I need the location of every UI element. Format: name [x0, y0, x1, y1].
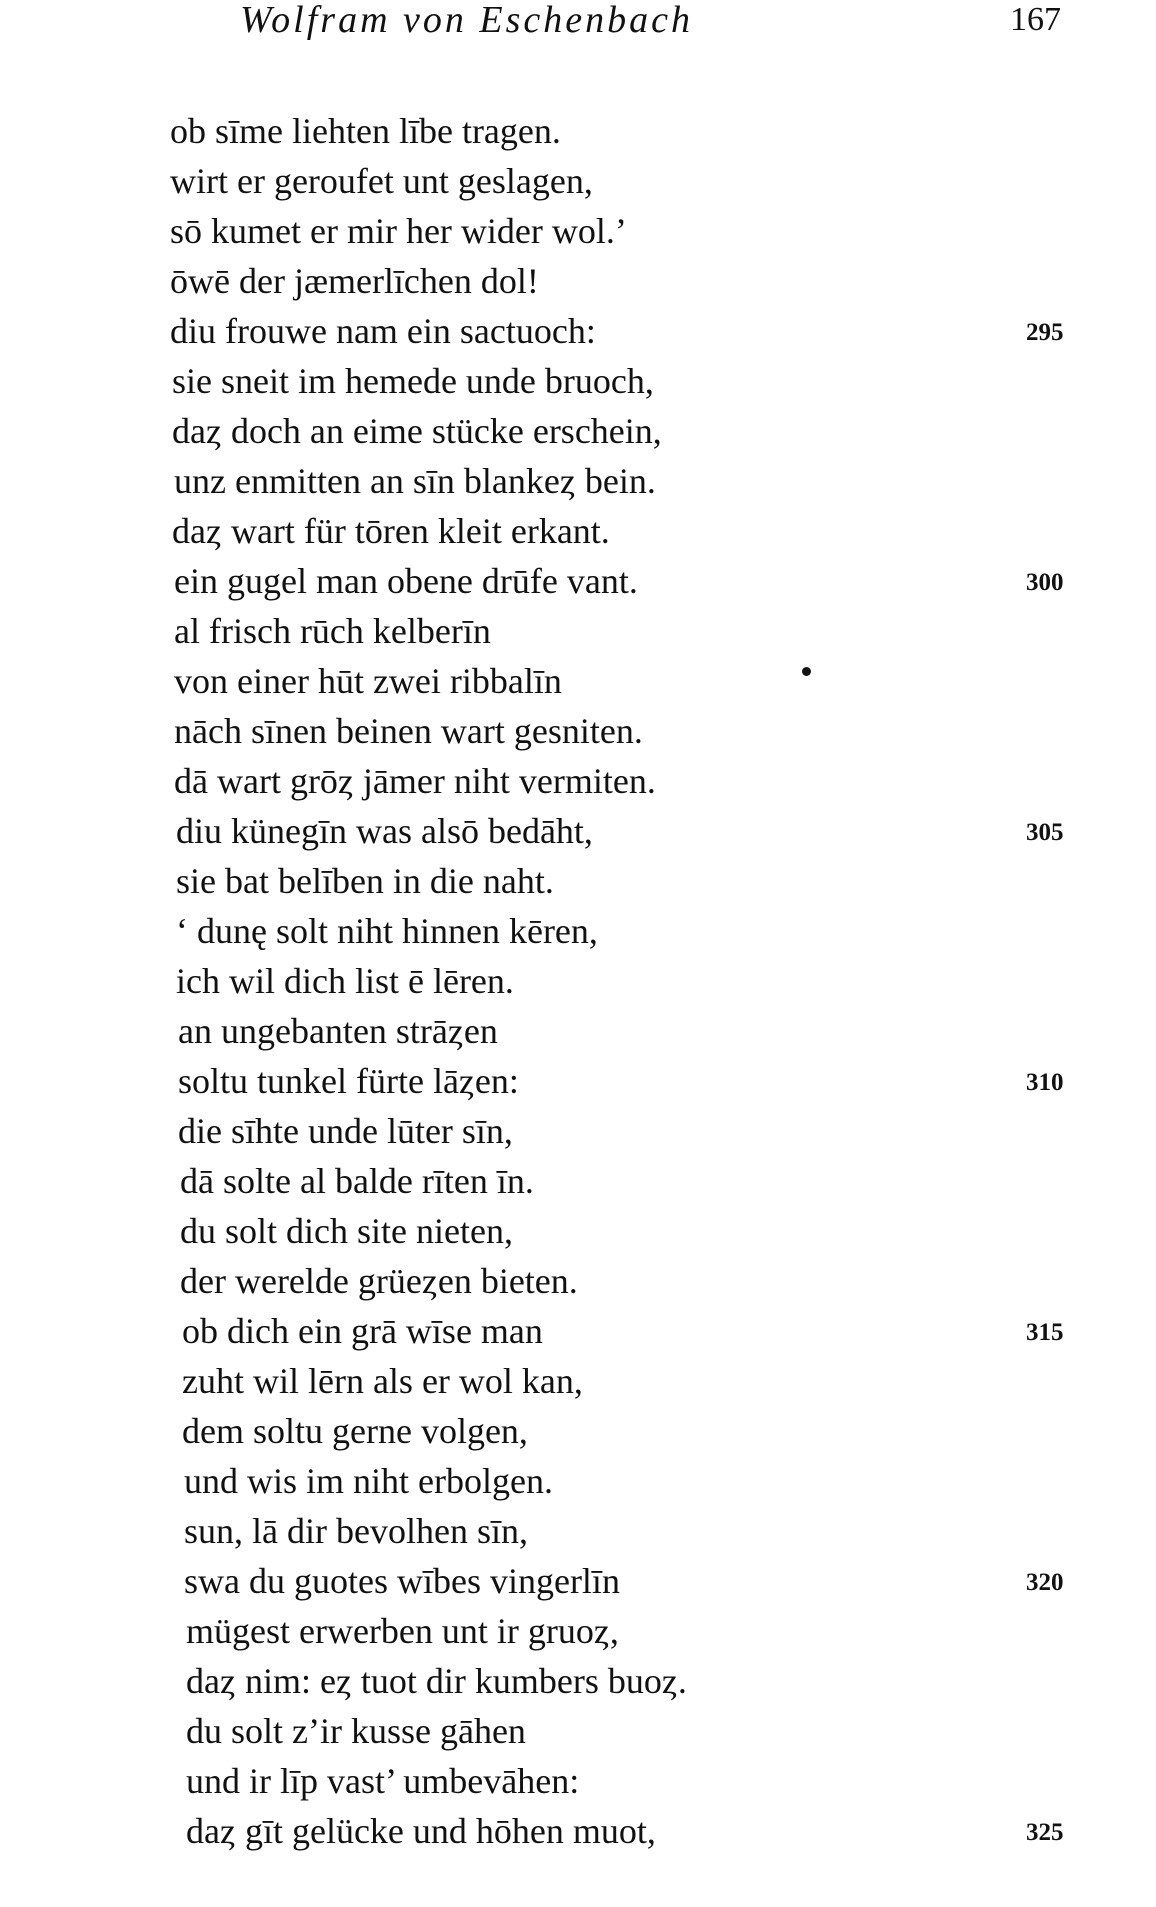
- verse-text: die sīhte unde lūter sīn,: [178, 1111, 513, 1151]
- verse-text: ich wil dich list ē lēren.: [176, 961, 514, 1001]
- verse-line: [170, 1106, 1130, 1156]
- verse-text: daȥ doch an eime stücke erschein,: [172, 411, 662, 451]
- verse-text: zuht wil lērn als er wol kan,: [182, 1361, 583, 1401]
- line-number: 325: [1026, 1819, 1064, 1846]
- verse-text: und ir līp vast’ umbevāhen:: [186, 1761, 580, 1801]
- verse-text: an ungebanten strāȥen: [178, 1011, 498, 1051]
- verse-text: daȥ nim: eȥ tuot dir kumbers buoȥ.: [186, 1661, 687, 1701]
- ink-dot: [802, 667, 811, 676]
- verse-line: [170, 1456, 1130, 1506]
- verse-text: ob dich ein grā wīse man: [182, 1311, 543, 1351]
- verse-text: al frisch rūch kelberīn: [174, 611, 491, 651]
- verse-line: [170, 1356, 1130, 1406]
- verse-line: [170, 306, 1130, 356]
- running-title: Wolfram von Eschenbach: [240, 0, 693, 41]
- verse-line: [170, 456, 1130, 506]
- verse-line: [170, 606, 1130, 656]
- verse-line: [170, 1806, 1130, 1856]
- verse-line: [170, 1156, 1130, 1206]
- verse-text: ob sīme liehten lībe tragen.: [170, 111, 561, 151]
- verse-line: [170, 1756, 1130, 1806]
- verse-text: ein gugel man obene drūfe vant.: [174, 561, 638, 601]
- verse-text: diu künegīn was alsō bedāht,: [176, 811, 593, 851]
- verse-text: von einer hūt zwei ribbalīn: [174, 661, 562, 701]
- verse-line: [170, 856, 1130, 906]
- verse-line: [170, 1706, 1130, 1756]
- verse-text: unz enmitten an sīn blankeȥ bein.: [174, 461, 656, 501]
- verse-line: [170, 1206, 1130, 1256]
- verse-line: [170, 1406, 1130, 1456]
- verse-line: [170, 806, 1130, 856]
- verse-line: [170, 256, 1130, 306]
- verse-line: [170, 956, 1130, 1006]
- verse-text: sō kumet er mir her wider wol.’: [170, 211, 627, 251]
- verse-line: [170, 756, 1130, 806]
- line-number: 300: [1026, 569, 1064, 596]
- line-number: 310: [1026, 1069, 1064, 1096]
- line-number: 320: [1026, 1569, 1064, 1596]
- verse-line: [170, 1006, 1130, 1056]
- verse-text: ‘ dunę solt niht hinnen kēren,: [176, 911, 598, 951]
- verse-line: [170, 206, 1130, 256]
- verse-text: sie sneit im hemede unde bruoch,: [172, 361, 654, 401]
- verse-line: [170, 1606, 1130, 1656]
- verse-text: dā solte al balde rīten īn.: [180, 1161, 534, 1201]
- running-head: [240, 0, 840, 62]
- verse-text: dem soltu gerne volgen,: [182, 1411, 528, 1451]
- verse-line: [170, 1306, 1130, 1356]
- verse-line: [170, 1556, 1130, 1606]
- verse-line: [170, 506, 1130, 556]
- verse-text: ōwē der jæmerlīchen dol!: [170, 261, 539, 301]
- verse-line: [170, 1656, 1130, 1706]
- verse-line: [170, 556, 1130, 606]
- verse-text: du solt z’ir kusse gāhen: [186, 1711, 526, 1751]
- verse-line: [170, 106, 1130, 156]
- verse-line: [170, 356, 1130, 406]
- verse-line: [170, 1506, 1130, 1556]
- line-number: 315: [1026, 1319, 1064, 1346]
- verse-line: [170, 1256, 1130, 1306]
- verse-text: swa du guotes wībes vingerlīn: [184, 1561, 620, 1601]
- verse-line: [170, 1056, 1130, 1106]
- verse-text: daȥ gīt gelücke und hōhen muot,: [186, 1811, 656, 1851]
- verse-text: und wis im niht erbolgen.: [184, 1461, 553, 1501]
- verse-text: soltu tunkel fürte lāȥen:: [178, 1061, 519, 1101]
- page-number: [1010, 1, 1110, 62]
- verse-text: sun, lā dir bevolhen sīn,: [184, 1511, 528, 1551]
- verse-line: [170, 406, 1130, 456]
- verse-text: der werelde grüeȥen bieten.: [180, 1261, 578, 1301]
- verse-text: wirt er geroufet unt geslagen,: [170, 161, 593, 201]
- verse-text: du solt dich site nieten,: [180, 1211, 513, 1251]
- line-number: 305: [1026, 819, 1064, 846]
- verse-text: mügest erwerben unt ir gruoȥ,: [186, 1611, 619, 1651]
- verse-text: dā wart grōȥ jāmer niht vermiten.: [174, 761, 656, 801]
- verse-block: [170, 106, 1130, 1856]
- verse-line: [170, 706, 1130, 756]
- line-number: 295: [1026, 319, 1064, 346]
- page-number-text: 167: [1010, 1, 1061, 38]
- verse-line: [170, 156, 1130, 206]
- verse-text: nāch sīnen beinen wart gesniten.: [174, 711, 643, 751]
- verse-line: [170, 656, 1130, 706]
- verse-text: diu frouwe nam ein sactuoch:: [170, 311, 596, 351]
- verse-text: sie bat belīben in die naht.: [176, 861, 554, 901]
- verse-line: [170, 906, 1130, 956]
- verse-text: daȥ wart für tōren kleit erkant.: [172, 511, 610, 551]
